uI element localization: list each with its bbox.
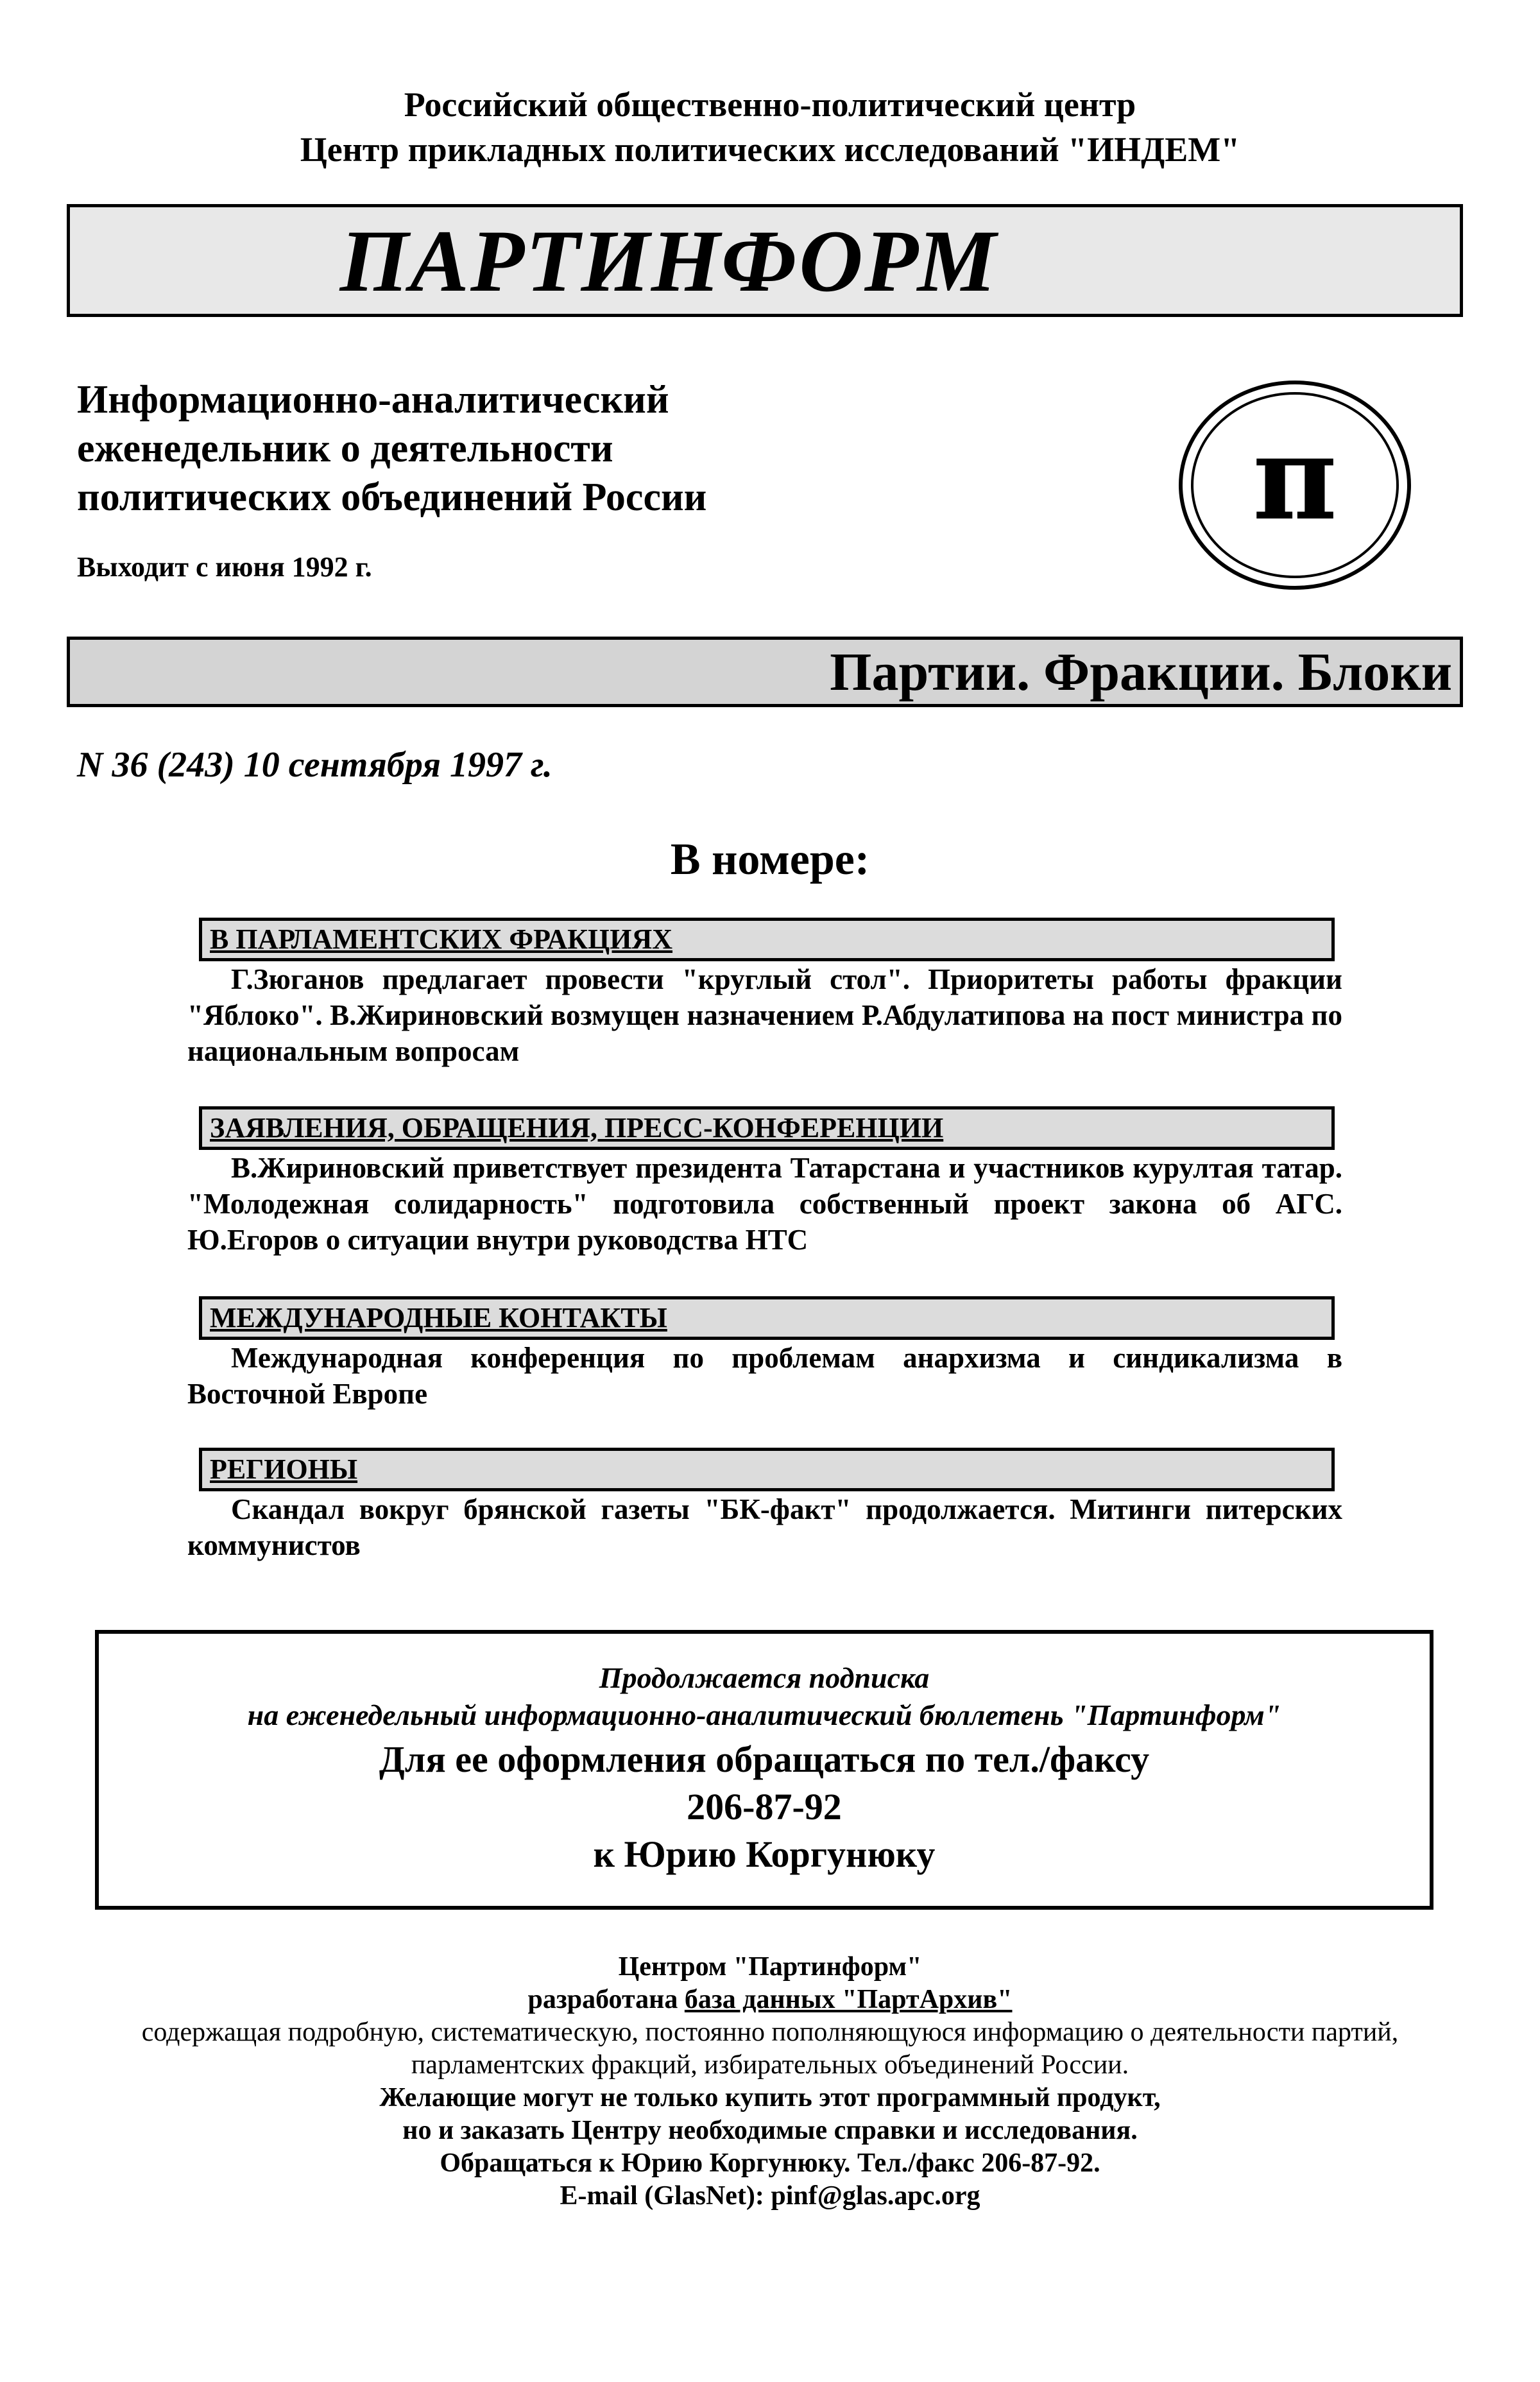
org-line-1: Российский общественно-политический центр xyxy=(404,85,1136,124)
masthead-box xyxy=(67,204,1463,317)
subscription-line-3: Для ее оформления обращаться по тел./факсу xyxy=(379,1738,1150,1780)
footer-line-1: Центром "Партинформ" xyxy=(618,1952,922,1982)
section-heading-statements: ЗАЯВЛЕНИЯ, ОБРАЩЕНИЯ, ПРЕСС-КОНФЕРЕНЦИИ xyxy=(199,1106,1335,1150)
rubric-box xyxy=(67,637,1463,707)
section-heading-regions: РЕГИОНЫ xyxy=(199,1448,1335,1491)
subscription-box xyxy=(95,1630,1433,1910)
section-heading-international: МЕЖДУНАРОДНЫЕ КОНТАКТЫ xyxy=(199,1296,1335,1340)
publisher-header xyxy=(0,82,1540,172)
contents-heading: В номере: xyxy=(670,835,870,884)
subscription-line-1: Продолжается подписка xyxy=(599,1661,930,1694)
org-line-2: Центр прикладных политических исследований "ИНДЕМ" xyxy=(300,130,1240,169)
description-line-3: политических объединений России xyxy=(77,476,707,519)
footer-email: E-mail (GlasNet): pinf@glas.apc.org xyxy=(560,2181,980,2211)
footer-line-2-prefix: разработана xyxy=(527,1985,685,2014)
footer-line-2 xyxy=(0,1984,1540,2016)
section-text-international: Международная конференция по проблемам анархизма и синдикализма в Восточной Европе xyxy=(187,1342,1342,1410)
footer-line-3: содержащая подробную, систематическую, постоянно пополняющуюся информацию о деятельности партий, xyxy=(141,2018,1399,2047)
section-text-parliament: Г.Зюганов предлагает провести "круглый стол". Приоритеты работы фракции "Яблоко". В.Жириновский возмущен назначением Р.Абдулатипова на пост министра по национальным вопросам xyxy=(187,963,1342,1067)
section-text-statements: В.Жириновский приветствует президента Татарстана и участников курултая татар. "Молодежная солидарность" подготовила собственный проект закона об АГС. Ю.Егоров о ситуации внутри руководства НТС xyxy=(187,1152,1342,1256)
subscription-phone: 206-87-92 xyxy=(687,1786,842,1828)
description-line-1: Информационно-аналитический xyxy=(77,378,669,422)
subscription-contact: к Юрию Коргунюку xyxy=(593,1833,936,1875)
description-line-2: еженедельник о деятельности xyxy=(77,427,613,470)
issue-number: N 36 (243) 10 сентября 1997 г. xyxy=(77,745,552,785)
publication-description xyxy=(77,375,706,522)
partarchive-link[interactable]: база данных "ПартАрхив" xyxy=(684,1985,1013,2014)
pi-logo-icon xyxy=(1173,376,1417,594)
footer-line-5: Желающие могут не только купить этот программный продукт, xyxy=(379,2083,1161,2112)
footer-info xyxy=(0,1951,1540,2213)
rubric-title: Партии. Фракции. Блоки xyxy=(830,642,1452,702)
footer-line-6: но и заказать Центру необходимые справки и исследования. xyxy=(402,2116,1138,2145)
since-date: Выходит с июня 1992 г. xyxy=(77,551,372,583)
masthead-title: ПАРТИНФОРМ xyxy=(339,211,998,310)
footer-line-7: Обращаться к Юрию Коргунюку. Тел./факс 206-87-92. xyxy=(440,2148,1100,2178)
logo-symbol: π xyxy=(1253,411,1337,546)
section-heading-parliament: В ПАРЛАМЕНТСКИХ ФРАКЦИЯХ xyxy=(199,918,1335,961)
section-text-regions: Скандал вокруг брянской газеты "БК-факт" продолжается. Митинги питерских коммунистов xyxy=(187,1493,1342,1561)
footer-line-4: парламентских фракций, избирательных объединений России. xyxy=(411,2050,1129,2080)
subscription-line-2: на еженедельный информационно-аналитический бюллетень "Партинформ" xyxy=(247,1699,1281,1731)
